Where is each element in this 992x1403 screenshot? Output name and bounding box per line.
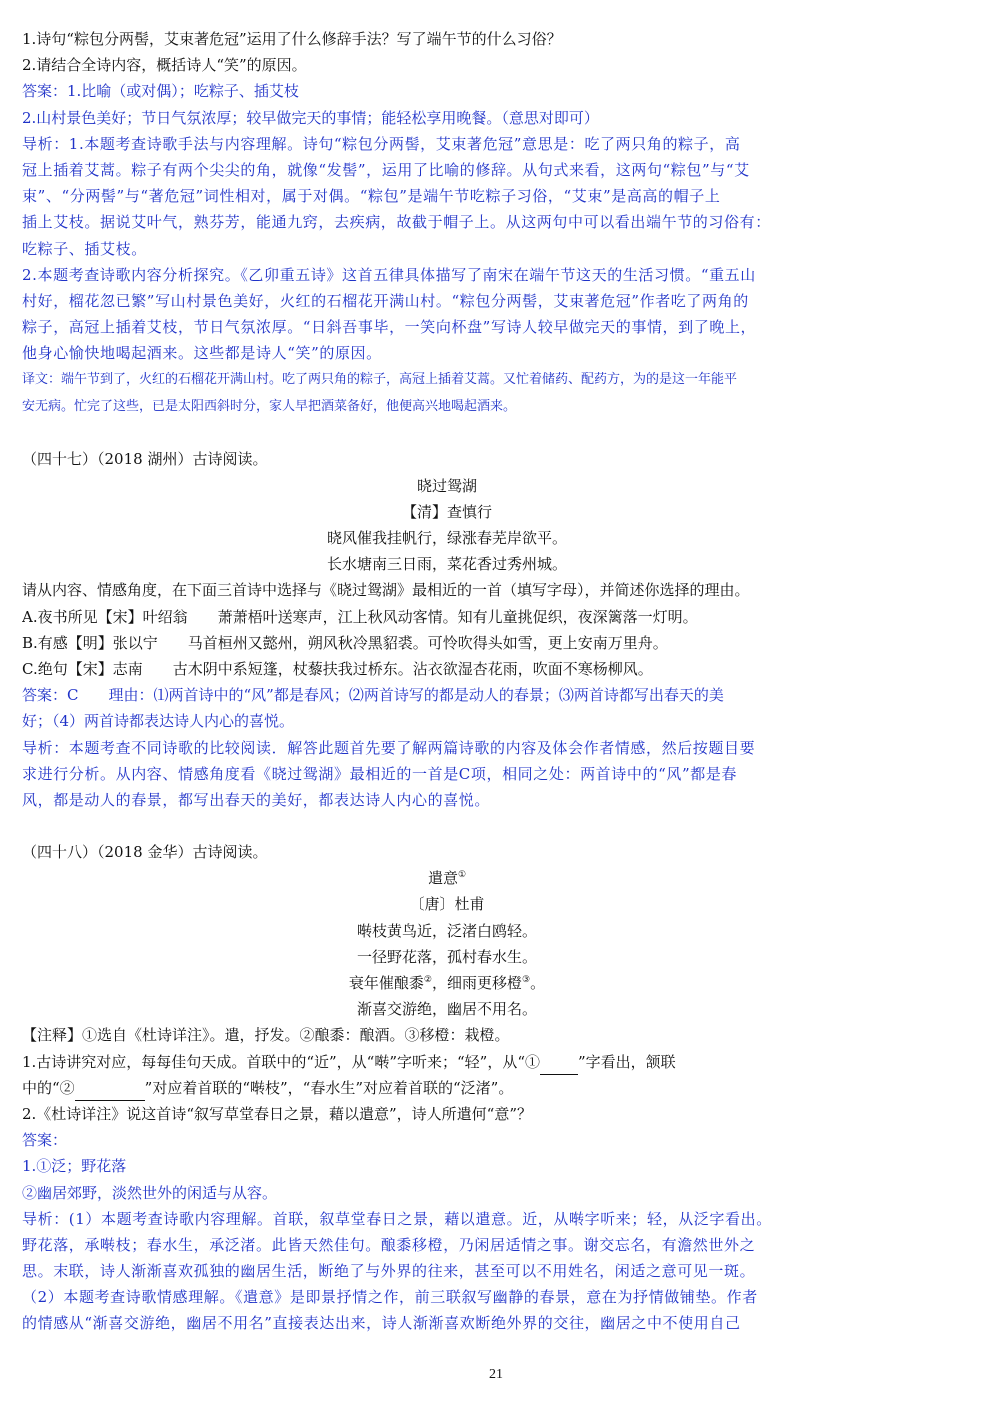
poem-title-text: 遣意	[427, 869, 458, 888]
translation-46-line: 安无病。忙完了这些，已是太阳西斜时分，家人早把酒菜备好，他便高兴地喝起酒来。	[22, 399, 517, 415]
section-header-48: （四十八）（2018 金华）古诗阅读。	[22, 843, 268, 862]
question-47-prompt: 请从内容、情感角度，在下面三首诗中选择与《晓过鸳湖》最相近的一首（填写字母），并简述你选择的理由。	[22, 581, 750, 600]
annotation-48: 【注释】①选自《杜诗详注》。遣，抒发。②酿黍：酿酒。③移橙：栽橙。	[22, 1026, 510, 1045]
question-part: 中的“②	[22, 1078, 75, 1097]
footnote-mark: ①	[457, 870, 467, 881]
poem-line-47: 长水塘南三日雨，菜花香过秀州城。	[326, 555, 567, 574]
poem-title-48	[22, 865, 872, 891]
answer-48-label: 答案：	[22, 1131, 68, 1150]
footnote-mark: ②	[423, 975, 432, 985]
question-part: 1.古诗讲究对应，每每佳句天成。首联中的“近”，从“啭”字听来；“轻”，从“①	[22, 1052, 540, 1071]
answer-47-2: 好；（4）两首诗都表达诗人内心的喜悦。	[22, 712, 295, 731]
guide-46-line: 吃粽子、插艾枝。	[22, 239, 147, 258]
poem-title-47: 晓过鸳湖	[416, 476, 477, 495]
guide-48-line: （2）本题考查诗歌情感理解。《遣意》是即景抒情之作，前三联叙写幽静的春景，意在为抒情做铺垫。作者	[22, 1288, 758, 1307]
guide-46-line: 插上艾枝。据说艾叶气，熟芬芳，能通九窍，去疾病，故截于帽子上。从这两句中可以看出端午节的习俗有：	[22, 213, 771, 232]
option-b: B.有感【明】张以宁 马首桓州又懿州，朔风秋冷黑貂裘。可怜吹得头如雪，更上安南万里舟。	[22, 633, 668, 652]
guide-46-line: 2.本题考查诗歌内容分析探究。《乙卯重五诗》这首五律具体描写了南宋在端午节这天的生活习惯。“重五山	[22, 265, 756, 284]
guide-48-line: 的情感从“渐喜交游绝，幽居不用名”直接表达出来，诗人渐渐喜欢断绝外界的交往，幽居之中不使用自己	[22, 1314, 741, 1333]
answer-47-1: 答案：C 理由：⑴两首诗中的“风”都是春风；⑵两首诗写的都是动人的春景；⑶两首诗都写出春天的美	[22, 686, 724, 705]
answer-46-2: 2.山村景色美好；节日气氛浓厚；较早做完天的事情；能轻松享用晚餐。（意思对即可）	[22, 108, 599, 127]
poem-line-part: 。	[530, 974, 546, 992]
poem-line-48: 一径野花落，孤村春水生。	[356, 947, 537, 966]
guide-47-line: 求进行分析。从内容、情感角度看《晓过鸳湖》最相近的一首是C项，相同之处：两首诗中的“风”都是春	[22, 764, 738, 783]
guide-48-line: 导析：(1）本题考查诗歌内容理解。首联，叙草堂春日之景，藉以遣意。近，从啭字听来；轻，从泛字看出。	[22, 1209, 772, 1228]
guide-47-line: 风，都是动人的春景，都写出春天的美好，都表达诗人内心的喜悦。	[22, 790, 491, 809]
guide-48-line: 野花落，承啭枝；春水生，承泛渚。此皆天然佳句。酿黍移橙，乃闲居适情之事。谢交忘名，有澹然世外之	[22, 1235, 756, 1254]
option-a: A.夜书所见【宋】叶绍翁 萧萧梧叶送寒声，江上秋风动客情。知有儿童挑促织，夜深篱落一灯明。	[22, 607, 698, 626]
question-part: ”字看出，颔联	[578, 1052, 676, 1071]
poem-line-48: 渐喜交游绝，幽居不用名。	[356, 1000, 537, 1019]
page-number: 21	[489, 1367, 503, 1382]
poem-line-48	[22, 970, 872, 996]
document-page	[22, 26, 872, 1337]
poem-line-part: 衰年催酿黍	[348, 974, 424, 992]
guide-47-line: 导析：本题考查不同诗歌的比较阅读．解答此题首先要了解两篇诗歌的内容及体会作者情感，然后按题目要	[22, 738, 756, 757]
poem-author-48: 〔唐〕杜甫	[409, 895, 485, 914]
translation-46-line: 译文：端午节到了，火红的石榴花开满山村。吃了两只角的粽子，高冠上插着艾蒿。又忙着储药、配药方，为的是这一年能平	[22, 372, 738, 388]
poem-line-48: 啭枝黄鸟近，泛渚白鸥轻。	[356, 921, 537, 940]
guide-46-line: 村好，榴花忽已繁”写山村景色美好，火红的石榴花开满山村。“粽包分两髻，艾束著危冠”作者吃了两角的	[22, 291, 749, 310]
answer-46-1: 答案：1.比喻（或对偶）；吃粽子、插艾枝	[22, 82, 299, 101]
question-46-2: 2.请结合全诗内容，概括诗人“笑”的原因。	[22, 56, 307, 75]
question-part: ”对应着首联的“啭枝”，“春水生”对应着首联的“泛渚”。	[144, 1078, 514, 1097]
question-46-1: 1.诗句“粽包分两髻，艾束著危冠”运用了什么修辞手法？写了端午节的什么习俗？	[22, 30, 562, 48]
fill-blank-2[interactable]	[75, 1082, 145, 1101]
question-48-1	[22, 1049, 872, 1075]
poem-author-47: 【清】查慎行	[401, 502, 492, 521]
question-48-1-cont	[22, 1075, 872, 1101]
poem-line-47: 晓风催我挂帆行，绿涨春芜岸欲平。	[326, 529, 567, 547]
answer-48-1: 1.①泛；野花落	[22, 1157, 127, 1176]
option-c: C.绝句【宋】志南 古木阴中系短篷，杖藜扶我过桥东。沾衣欲湿杏花雨，吹面不寒杨柳风。	[22, 659, 653, 678]
guide-46-line: 导析：1.本题考查诗歌手法与内容理解。诗句“粽包分两髻，艾束著危冠”意思是：吃了两只角的粽子，高	[22, 134, 741, 153]
guide-48-line: 思。末联，诗人渐渐喜欢孤独的幽居生活，断绝了与外界的往来，甚至可以不用姓名，闲适之意可见一斑。	[22, 1262, 756, 1281]
fill-blank-1[interactable]	[540, 1056, 578, 1075]
poem-line-part: ，细雨更移橙	[431, 974, 522, 992]
guide-46-line: 他身心愉快地喝起酒来。这些都是诗人“笑”的原因。	[22, 344, 382, 363]
answer-48-2: ②幽居郊野，淡然世外的闲适与从容。	[22, 1183, 278, 1202]
guide-46-line: 束”、“分两髻”与“著危冠”词性相对，属于对偶。“粽包”是端午节吃粽子习俗，“艾束”是高高的帽子上	[22, 187, 721, 206]
guide-46-line: 冠上插着艾蒿。粽子有两个尖尖的角，就像“发髻”，运用了比喻的修辞。从句式来看，这两句“粽包”与“艾	[22, 160, 750, 179]
guide-46-line: 粽子，高冠上插着艾枝，节日气氛浓厚。“日斜吾事毕，一笑向杯盘”写诗人较早做完天的事情，到了晚上，	[22, 318, 757, 337]
section-header-47: （四十七）（2018 湖州）古诗阅读。	[22, 450, 268, 469]
question-48-2: 2.《杜诗详注》说这首诗“叙写草堂春日之景，藉以遣意”，诗人所遣何“意”？	[22, 1104, 532, 1123]
footnote-mark: ③	[522, 975, 531, 985]
